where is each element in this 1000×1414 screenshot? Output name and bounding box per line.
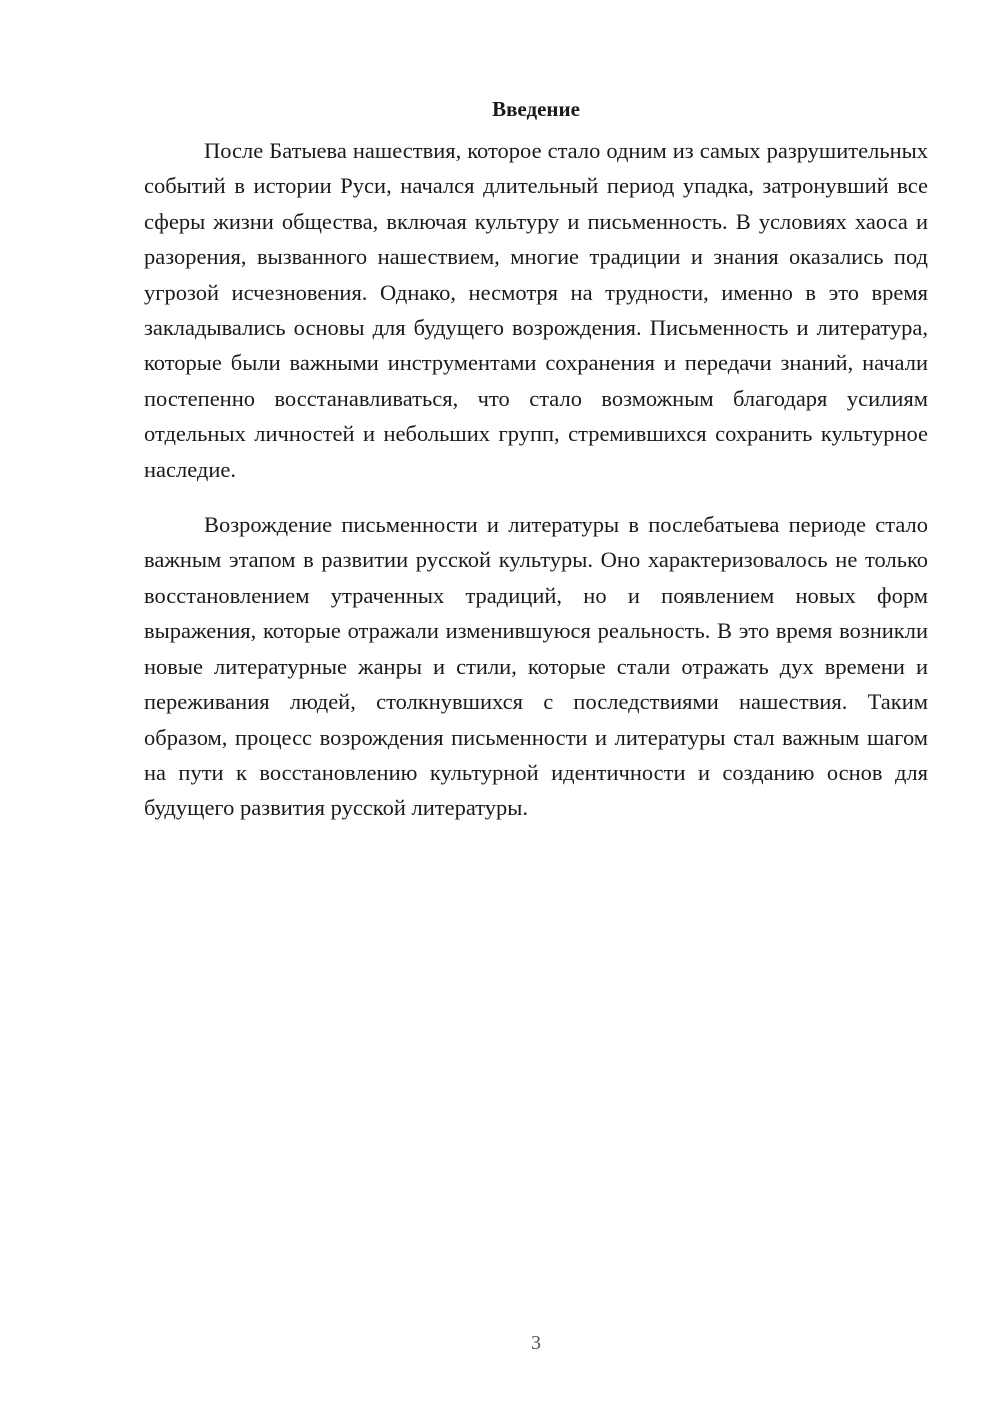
paragraph-1: После Батыева нашествия, которое стало одним из самых разрушительных событий в истории Руси, начался длительный период упадка, затронувший все сферы жизни общества, включая культуру и письменность. В условиях хаоса и разорения, вызванного нашествием, многие традиции и знания оказались под угрозой исчезновения. Однако, несмотря на трудности, именно в это время закладывались основы для будущего возрождения. Письменность и литература, которые были важными инструментами сохранения и передачи знаний, начали постепенно восстанавливаться, что стало возможным благодаря усилиям отдельных личностей и небольших групп, стремившихся сохранить культурное наследие. [144,138,928,482]
section-heading: Введение [492,97,580,121]
page-number: 3 [531,1332,541,1354]
page-content [144,92,928,826]
paragraph-2: Возрождение письменности и литературы в послебатыева периоде стало важным этапом в развитии русской культуры. Оно характеризовалось не только восстановлением утраченных традиций, но и появлением новых форм выражения, которые отражали изменившуюся реальность. В это время возникли новые литературные жанры и стили, которые стали отражать дух времени и переживания людей, столкнувшихся с последствиями нашествия. Таким образом, процесс возрождения письменности и литературы стал важным шагом на пути к восстановлению культурной идентичности и созданию основ для будущего развития русской литературы. [144,512,928,821]
